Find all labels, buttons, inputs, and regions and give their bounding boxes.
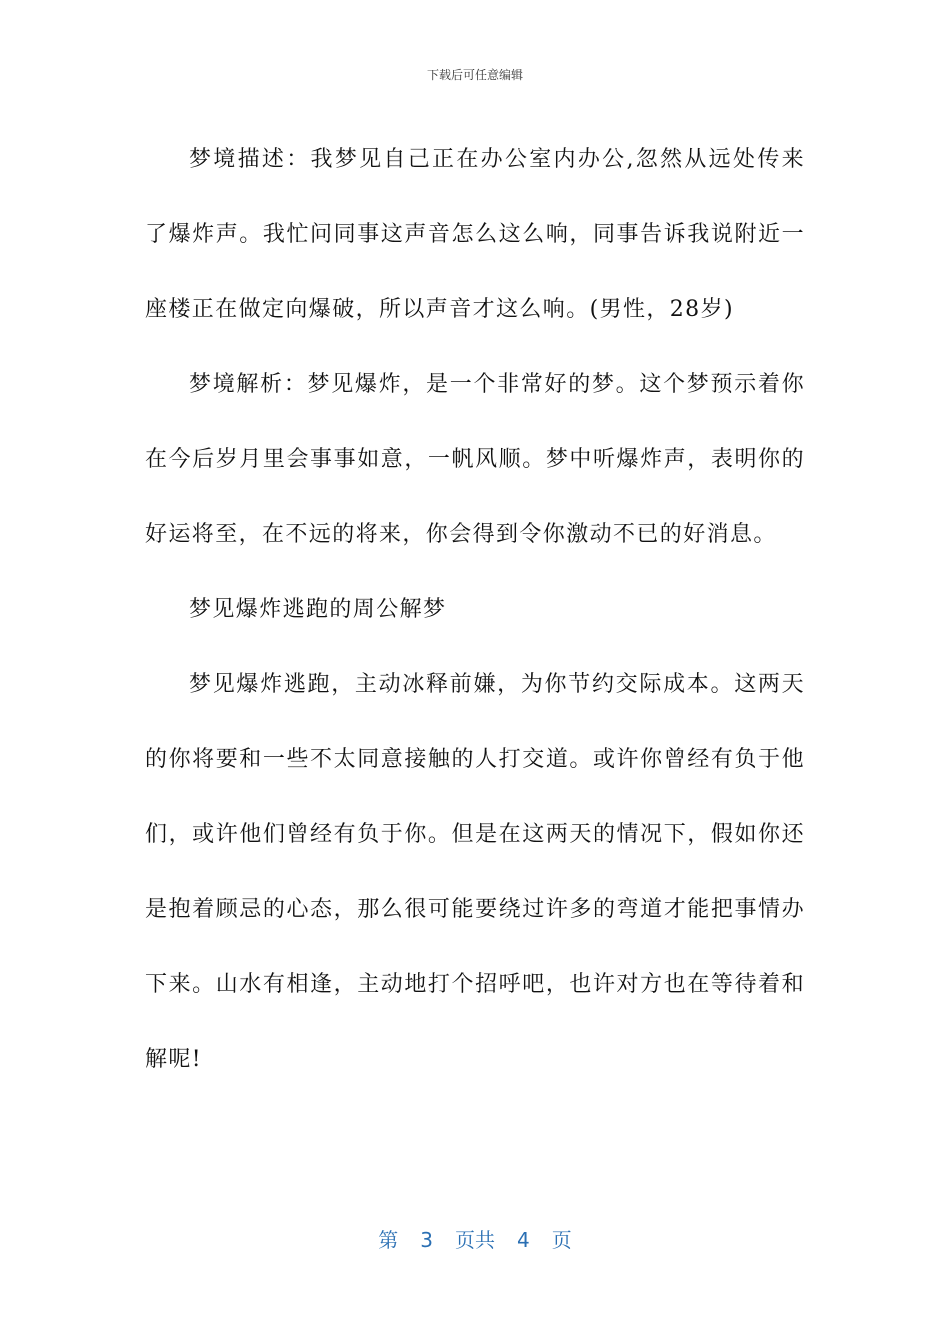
page-footer bbox=[0, 1224, 950, 1253]
footer-middle: 页共 bbox=[455, 1228, 495, 1252]
dream-description-paragraph: 梦境描述：我梦见自己正在办公室内办公,忽然从远处传来了爆炸声。我忙问同事这声音怎么这么响，同事告诉我说附近一座楼正在做定向爆破，所以声音才这么响。(男性，28岁) bbox=[145, 147, 805, 322]
footer-suffix: 页 bbox=[551, 1228, 572, 1252]
footer-prefix: 第 bbox=[378, 1228, 399, 1252]
page-header: 下载后可任意编辑 bbox=[426, 68, 523, 82]
current-page-number: 3 bbox=[420, 1228, 433, 1252]
dream-analysis-paragraph: 梦境解析：梦见爆炸，是一个非常好的梦。这个梦预示着你在今后岁月里会事事如意，一帆风顺。梦中听爆炸声，表明你的好运将至，在不远的将来，你会得到令你激动不已的好消息。 bbox=[145, 372, 805, 547]
total-pages-number: 4 bbox=[517, 1228, 530, 1252]
section-heading: 梦见爆炸逃跑的周公解梦 bbox=[189, 597, 447, 622]
document-body bbox=[145, 122, 805, 1097]
escape-dream-paragraph: 梦见爆炸逃跑，主动冰释前嫌，为你节约交际成本。这两天的你将要和一些不太同意接触的人打交道。或许你曾经有负于他们，或许他们曾经有负于你。但是在这两天的情况下，假如你还是抱着顾忌的心态，那么很可能要绕过许多的弯道才能把事情办下来。山水有相逢，主动地打个招呼吧，也许对方也在等待着和解呢! bbox=[145, 672, 805, 1072]
